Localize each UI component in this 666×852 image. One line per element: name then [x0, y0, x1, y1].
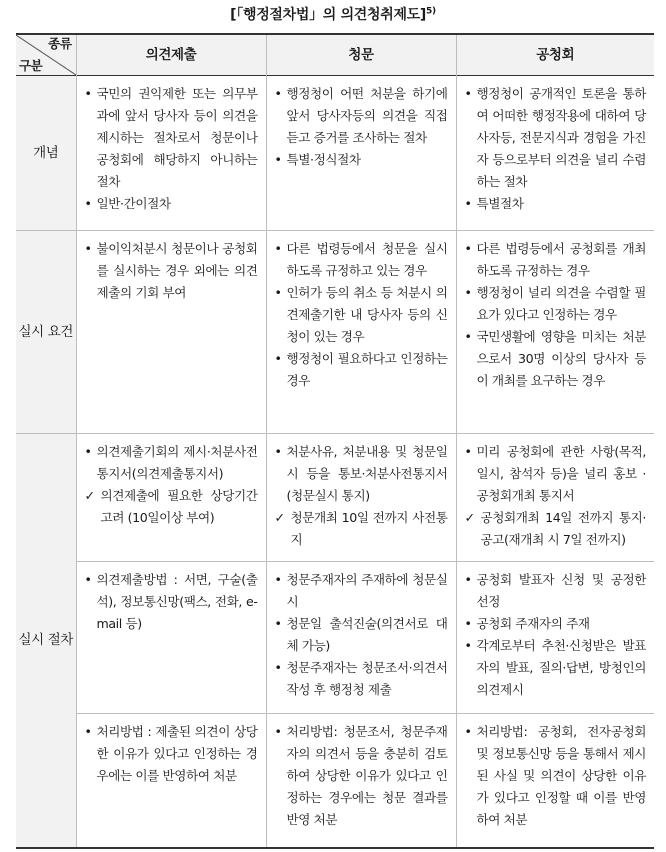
cell-proc2-opinion [76, 562, 266, 714]
cell-proc1-public [456, 434, 654, 562]
list-item-text: 행정청이 필요하다고 인정하는 경우 [286, 351, 448, 388]
row-procedure-method [16, 562, 654, 714]
header-public-hearing: 공청회 [456, 34, 654, 76]
bullet-icon: • [274, 616, 282, 631]
list-item-text: 청문주재자는 청문조서·의견서 작성 후 행정청 제출 [286, 660, 448, 697]
list-item [465, 326, 647, 392]
list-item-text: 청문주재자의 주재하에 청문실시 [286, 572, 448, 609]
table-title-text: [「행정절차법」의 의견청취제도] [230, 7, 427, 23]
list-item [465, 507, 647, 551]
row-procedure-processing [16, 714, 654, 848]
list-item-text: 공청회 주재자의 주재 [476, 616, 590, 631]
bullet-icon: • [84, 724, 92, 739]
item-list [465, 721, 647, 831]
item-list [85, 238, 258, 304]
item-list [465, 238, 647, 392]
list-item [85, 485, 258, 529]
bullet-icon: • [274, 86, 282, 101]
list-item [275, 507, 448, 551]
cell-concept-hearing [266, 76, 456, 231]
list-item-text: 행정청이 널리 의견을 수렴할 필요가 있다고 인정하는 경우 [476, 285, 646, 322]
row-requirements [16, 231, 654, 434]
list-item [465, 238, 647, 282]
bullet-icon: • [464, 329, 472, 344]
corner-type-label: 종류 [48, 36, 72, 51]
list-item [465, 193, 647, 215]
checkmark-icon: ✓ [84, 488, 95, 503]
list-item [275, 657, 448, 701]
list-item-text: 의견제출기회의 제시·처분사전통지서(의견제출통지서) [96, 444, 258, 481]
footnote-ref: 5) [426, 6, 436, 17]
item-list [85, 441, 258, 529]
cell-proc3-public [456, 714, 654, 848]
corner-category-label: 구분 [19, 58, 43, 73]
header-opinion-submission: 의견제출 [76, 34, 266, 76]
list-item-text: 각계로부터 추천·신청받은 발표자의 발표, 질의·답변, 방청인의 의견제시 [476, 638, 646, 697]
list-item [85, 238, 258, 304]
list-item [465, 613, 647, 635]
cell-concept-opinion [76, 76, 266, 231]
bullet-icon: • [84, 196, 92, 211]
list-item [85, 83, 258, 193]
list-item-text: 처리방법 : 제출된 의견이 상당한 이유가 있다고 인정하는 경우에는 이를 반영하여 처분 [96, 724, 258, 783]
list-item [85, 569, 258, 635]
bullet-icon: • [464, 638, 472, 653]
list-item-text: 다른 법령등에서 청문을 실시하도록 규정하고 있는 경우 [286, 241, 448, 278]
list-item-text: 청문개최 10일 전까지 사전통지 [290, 510, 448, 547]
bullet-icon: • [274, 724, 282, 739]
item-list [465, 441, 647, 551]
cell-req-public [456, 231, 654, 434]
bullet-icon: • [464, 444, 472, 459]
item-list [275, 569, 448, 701]
header-row [16, 34, 654, 76]
list-item-text: 다른 법령등에서 공청회를 개최하도록 규정하는 경우 [476, 241, 646, 278]
corner-header [16, 34, 76, 76]
list-item [85, 721, 258, 787]
list-item-text: 청문일 출석진술(의견서로 대체 가능) [286, 616, 448, 653]
row-label-concept: 개념 [16, 76, 76, 231]
cell-proc1-opinion [76, 434, 266, 562]
cell-req-opinion [76, 231, 266, 434]
list-item [85, 193, 258, 215]
cell-proc1-hearing [266, 434, 456, 562]
item-list [85, 83, 258, 215]
list-item-text: 행정청이 공개적인 토론을 통하여 어떠한 행정작용에 대하여 당사자등, 전문지식과 경험을 가진 자 등으로부터 의견을 널리 수렴하는 절차 [476, 86, 646, 189]
bullet-icon: • [274, 351, 282, 366]
bullet-icon: • [274, 152, 282, 167]
list-item-text: 처분사유, 처분내용 및 청문일시 등을 통보·처분사전통지서(청문실시 통지) [286, 444, 448, 503]
bullet-icon: • [464, 572, 472, 587]
item-list [85, 721, 258, 787]
list-item-text: 처리방법: 청문조서, 청문주재자의 의견서 등을 충분히 검토하여 상당한 이유가 있다고 인정하는 경우에는 청문 결과를 반영 처분 [286, 724, 448, 827]
bullet-icon: • [84, 86, 92, 101]
bullet-icon: • [464, 196, 472, 211]
list-item [275, 348, 448, 392]
list-item-text: 공청회개최 14일 전까지 통지·공고(재개최 시 7일 전까지) [480, 510, 646, 547]
list-item-text: 인허가 등의 취소 등 처분시 의견제출기한 내 당사자 등의 신청이 있는 경우 [286, 285, 448, 344]
list-item-text: 불이익처분시 청문이나 공청회를 실시하는 경우 외에는 의견 제출의 기회 부여 [96, 241, 258, 300]
list-item-text: 처리방법: 공청회, 전자공청회 및 정보통신망 등을 통해서 제시된 사실 및 의견이 상당한 이유가 있다고 인정할 때 이를 반영하여 처분 [476, 724, 646, 827]
cell-proc2-hearing [266, 562, 456, 714]
list-item-text: 특별·정식절차 [286, 152, 361, 167]
bullet-icon: • [84, 444, 92, 459]
item-list [275, 721, 448, 831]
list-item [465, 721, 647, 831]
list-item [275, 613, 448, 657]
row-concept [16, 76, 654, 231]
bullet-icon: • [274, 572, 282, 587]
list-item [275, 282, 448, 348]
list-item-text: 특별절차 [476, 196, 524, 211]
opinion-hearing-table [16, 33, 654, 849]
bullet-icon: • [274, 241, 282, 256]
bullet-icon: • [84, 572, 92, 587]
bullet-icon: • [464, 724, 472, 739]
header-hearing: 청문 [266, 34, 456, 76]
list-item [465, 441, 647, 507]
bullet-icon: • [84, 241, 92, 256]
item-list [275, 238, 448, 392]
checkmark-icon: ✓ [464, 510, 475, 525]
list-item-text: 일반·간이절차 [96, 196, 171, 211]
bullet-icon: • [274, 444, 282, 459]
cell-concept-public [456, 76, 654, 231]
bullet-icon: • [464, 616, 472, 631]
list-item-text: 국민의 권익제한 또는 의무부과에 앞서 당사자 등이 의견을 제시하는 절차로서 청문이나 공청회에 해당하지 아니하는 절차 [96, 86, 258, 189]
list-item-text: 미리 공청회에 관한 사항(목적, 일시, 참석자 등)을 널리 홍보 ·공청회개최 통지서 [476, 444, 646, 503]
cell-proc2-public [456, 562, 654, 714]
cell-req-hearing [266, 231, 456, 434]
cell-proc3-hearing [266, 714, 456, 848]
bullet-icon: • [464, 241, 472, 256]
list-item [465, 83, 647, 193]
list-item [275, 441, 448, 507]
list-item-text: 의견제출방법 : 서면, 구술(출석), 정보통신망(팩스, 전화, e-mail 등) [96, 572, 258, 631]
item-list [85, 569, 258, 635]
row-label-requirements: 실시 요건 [16, 231, 76, 434]
list-item [275, 83, 448, 149]
list-item [85, 441, 258, 485]
list-item [275, 569, 448, 613]
list-item [275, 721, 448, 831]
list-item-text: 행정청이 어떤 처분을 하기에 앞서 당사자등의 의견을 직접 듣고 증거를 조사하는 절차 [286, 86, 448, 145]
bullet-icon: • [464, 86, 472, 101]
cell-proc3-opinion [76, 714, 266, 848]
checkmark-icon: ✓ [274, 510, 285, 525]
list-item [275, 149, 448, 171]
list-item-text: 의견제출에 필요한 상당기간 고려 (10일이상 부여) [100, 488, 258, 525]
list-item [465, 282, 647, 326]
table-title [0, 4, 666, 24]
list-item [465, 569, 647, 613]
item-list [465, 83, 647, 215]
bullet-icon: • [274, 660, 282, 675]
item-list [275, 441, 448, 551]
item-list [465, 569, 647, 701]
bullet-icon: • [464, 285, 472, 300]
item-list [275, 83, 448, 171]
row-procedure-notice [16, 434, 654, 562]
list-item [275, 238, 448, 282]
row-label-procedure: 실시 절차 [16, 434, 76, 848]
bullet-icon: • [274, 285, 282, 300]
list-item-text: 국민생활에 영향을 미치는 처분으로서 30명 이상의 당사자 등이 개최를 요구하는 경우 [476, 329, 646, 388]
list-item-text: 공청회 발표자 신청 및 공정한 선정 [476, 572, 646, 609]
list-item [465, 635, 647, 701]
